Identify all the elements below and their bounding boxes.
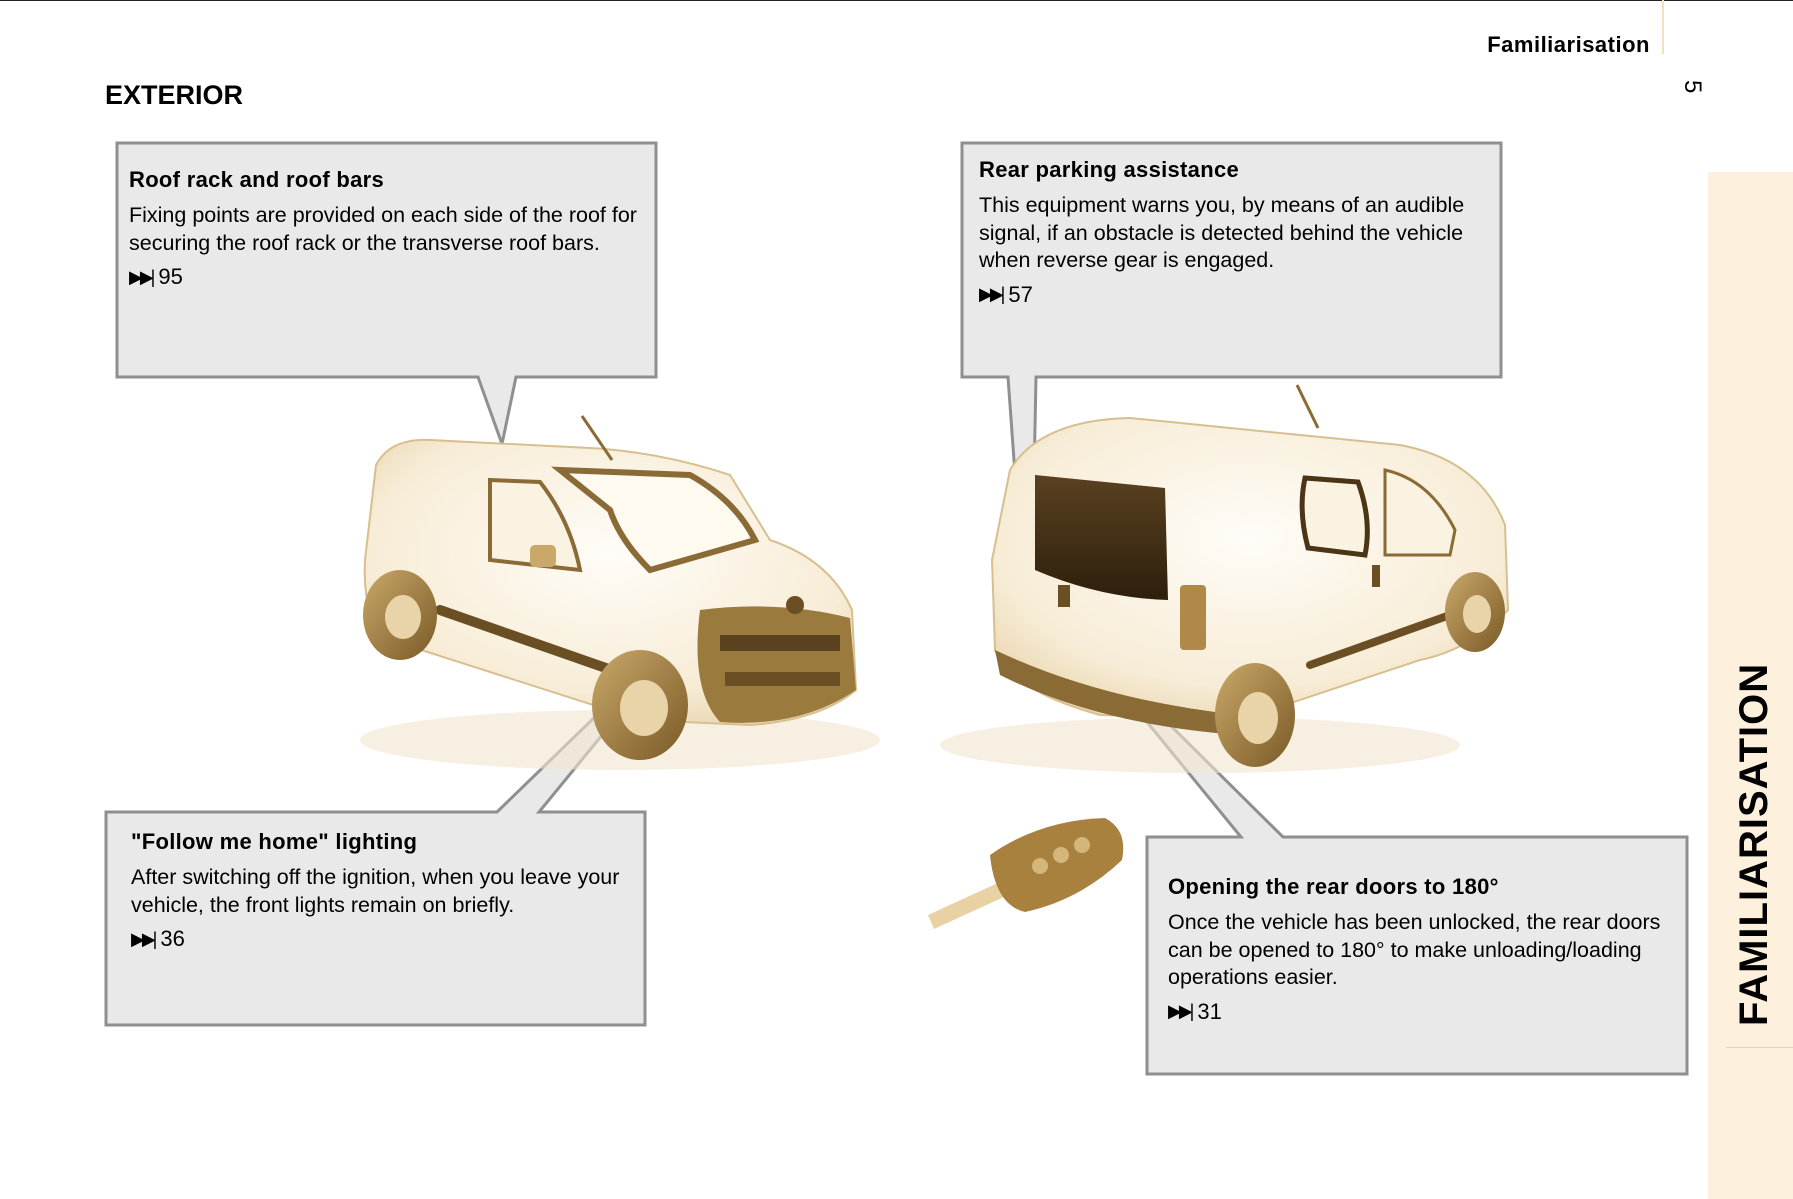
reference-page-number: 57 bbox=[1008, 281, 1033, 307]
callout-body: Once the vehicle has been unlocked, the rear doors can be opened to 180° to make unloading/loading operations easier. bbox=[1168, 910, 1661, 989]
side-tab-label: FAMILIARISATION bbox=[1732, 662, 1776, 1026]
callout-rear-parking bbox=[967, 157, 1501, 308]
chapter-header: Familiarisation bbox=[1487, 32, 1650, 57]
page-reference[interactable] bbox=[129, 264, 646, 290]
callout-body: Fixing points are provided on each side of the roof for securing the roof rack or the transverse roof bars. bbox=[129, 203, 637, 255]
callout-title: Rear parking assistance bbox=[979, 157, 1240, 182]
reference-page-number: 95 bbox=[158, 264, 183, 289]
reference-page-number: 36 bbox=[160, 926, 185, 951]
front-van-illustration bbox=[360, 416, 880, 770]
next-page-icon: ▶▶| bbox=[129, 266, 153, 287]
callout-title: "Follow me home" lighting bbox=[131, 829, 418, 854]
page-reference[interactable] bbox=[131, 926, 635, 952]
next-page-icon: ▶▶| bbox=[131, 928, 155, 949]
callout-body: After switching off the ignition, when you leave your vehicle, the front lights remain on briefly. bbox=[131, 865, 620, 917]
callout-roof-rack bbox=[117, 167, 656, 290]
callout-title: Roof rack and roof bars bbox=[129, 167, 385, 192]
key-fob-illustration bbox=[928, 818, 1123, 929]
callout-title: Opening the rear doors to 180° bbox=[1168, 874, 1499, 899]
reference-page-number: 31 bbox=[1197, 998, 1222, 1024]
next-page-icon: ▶▶| bbox=[979, 284, 1003, 304]
page-reference[interactable] bbox=[979, 282, 1491, 308]
next-page-icon: ▶▶| bbox=[1168, 1001, 1192, 1021]
page-number: 5 bbox=[1679, 80, 1706, 94]
page-reference[interactable] bbox=[1168, 999, 1677, 1025]
page-title: EXTERIOR bbox=[105, 80, 244, 110]
callout-follow-me-home bbox=[119, 829, 645, 952]
callout-rear-doors bbox=[1156, 874, 1687, 1025]
callout-body: This equipment warns you, by means of an audible signal, if an obstacle is detected behind the vehicle when reverse gear is engaged. bbox=[979, 193, 1465, 272]
